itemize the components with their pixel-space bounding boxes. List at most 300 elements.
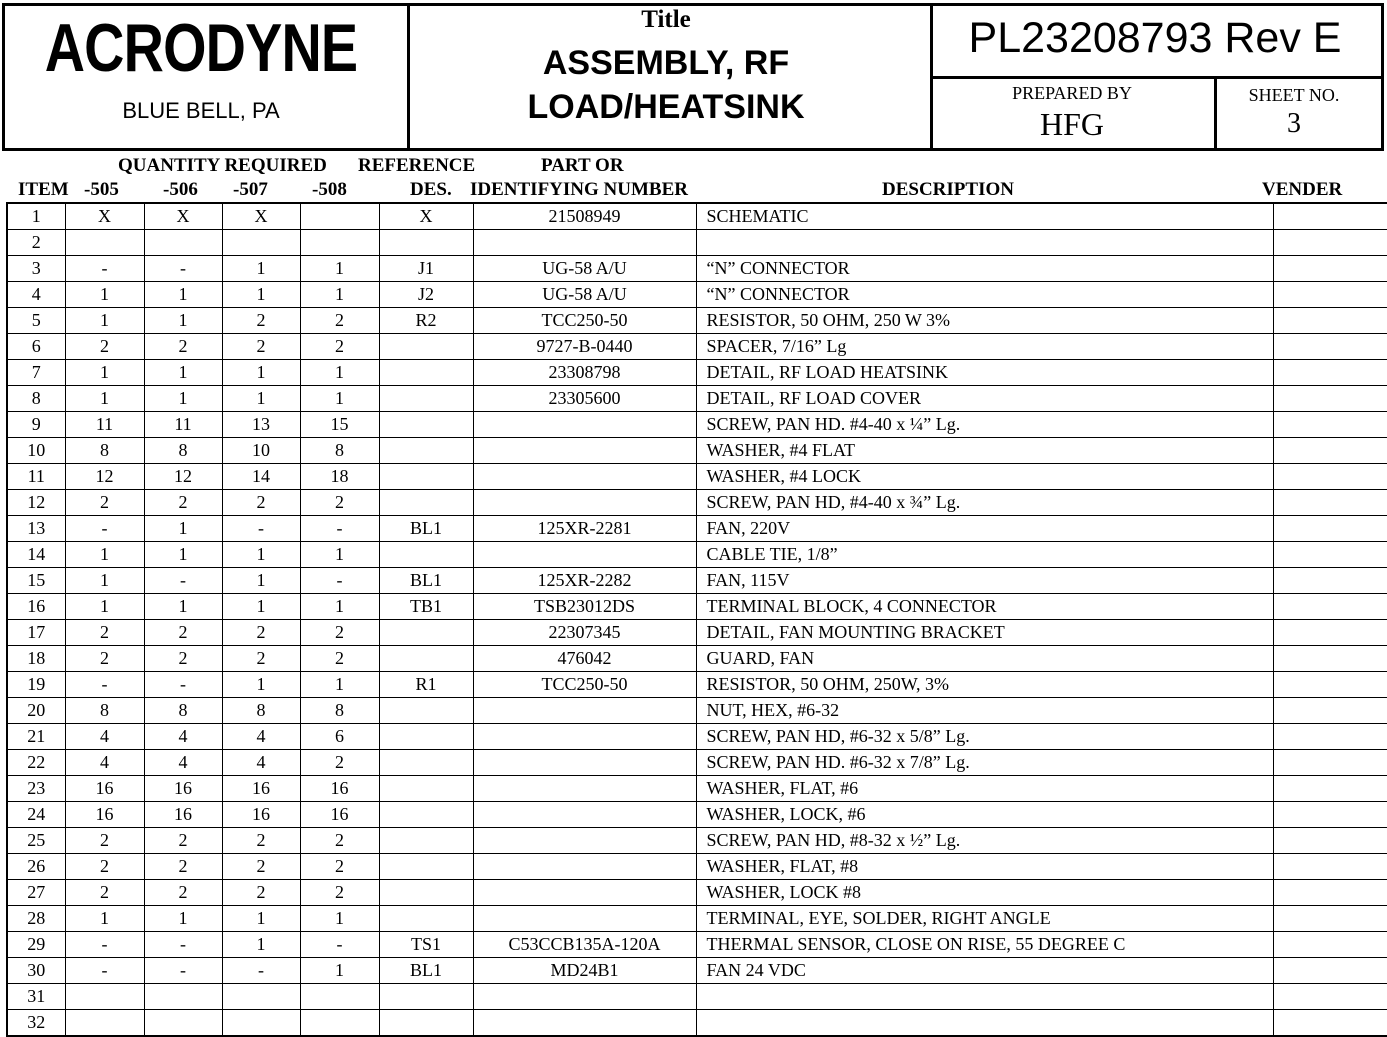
description: WASHER, FLAT, #8 bbox=[696, 854, 1273, 880]
qty-505 bbox=[65, 1010, 144, 1037]
item-number: 30 bbox=[7, 958, 65, 984]
qty-505: 12 bbox=[65, 464, 144, 490]
qty-505: 1 bbox=[65, 594, 144, 620]
qty-507: 2 bbox=[222, 308, 300, 334]
item-number: 11 bbox=[7, 464, 65, 490]
part-number: 125XR-2282 bbox=[473, 568, 696, 594]
qty-505: - bbox=[65, 932, 144, 958]
reference-designator bbox=[379, 984, 473, 1010]
part-number bbox=[473, 984, 696, 1010]
qty-508: 15 bbox=[300, 412, 379, 438]
vender bbox=[1273, 230, 1387, 256]
vender bbox=[1273, 542, 1387, 568]
qty-507: 1 bbox=[222, 568, 300, 594]
description bbox=[696, 1010, 1273, 1037]
qty-507: 2 bbox=[222, 620, 300, 646]
qty-507: 2 bbox=[222, 828, 300, 854]
qty-507: 1 bbox=[222, 282, 300, 308]
qty-508: 1 bbox=[300, 958, 379, 984]
description: FAN 24 VDC bbox=[696, 958, 1273, 984]
reference-designator bbox=[379, 906, 473, 932]
table-row bbox=[7, 230, 1387, 256]
table-row bbox=[7, 360, 1387, 386]
qty-506: 2 bbox=[144, 490, 222, 516]
qty-506: 4 bbox=[144, 724, 222, 750]
company-logo: ACRODYNE bbox=[44, 10, 358, 86]
company-location: BLUE BELL, PA bbox=[122, 98, 280, 123]
qty-505: - bbox=[65, 516, 144, 542]
item-number: 22 bbox=[7, 750, 65, 776]
reference-designator: BL1 bbox=[379, 568, 473, 594]
qty-506: 8 bbox=[144, 698, 222, 724]
prepared-by-value: HFG bbox=[1039, 106, 1104, 142]
qty-505: 1 bbox=[65, 906, 144, 932]
header-description: DESCRIPTION bbox=[882, 179, 1014, 200]
qty-507: 16 bbox=[222, 802, 300, 828]
table-row bbox=[7, 256, 1387, 282]
item-number: 14 bbox=[7, 542, 65, 568]
vender bbox=[1273, 568, 1387, 594]
table-row bbox=[7, 906, 1387, 932]
item-number: 15 bbox=[7, 568, 65, 594]
qty-507: 2 bbox=[222, 334, 300, 360]
qty-506: 1 bbox=[144, 308, 222, 334]
item-number: 31 bbox=[7, 984, 65, 1010]
part-number bbox=[473, 412, 696, 438]
header-508: -508 bbox=[312, 179, 347, 200]
table-row bbox=[7, 672, 1387, 698]
header-quantity-required: QUANTITY REQUIRED bbox=[118, 155, 327, 176]
table-row bbox=[7, 282, 1387, 308]
qty-507: 13 bbox=[222, 412, 300, 438]
qty-505: 16 bbox=[65, 802, 144, 828]
table-row bbox=[7, 308, 1387, 334]
table-row bbox=[7, 724, 1387, 750]
description: THERMAL SENSOR, CLOSE ON RISE, 55 DEGREE C bbox=[696, 932, 1273, 958]
part-number bbox=[473, 776, 696, 802]
vender bbox=[1273, 360, 1387, 386]
sheet-label: SHEET NO. bbox=[1248, 85, 1340, 105]
qty-506: 16 bbox=[144, 802, 222, 828]
qty-505: 4 bbox=[65, 750, 144, 776]
header-vender: VENDER bbox=[1262, 179, 1343, 200]
qty-507: - bbox=[222, 516, 300, 542]
item-number: 21 bbox=[7, 724, 65, 750]
reference-designator bbox=[379, 464, 473, 490]
table-row bbox=[7, 386, 1387, 412]
description bbox=[696, 230, 1273, 256]
qty-508 bbox=[300, 984, 379, 1010]
description: WASHER, LOCK #8 bbox=[696, 880, 1273, 906]
table-row bbox=[7, 490, 1387, 516]
reference-designator bbox=[379, 828, 473, 854]
qty-507: 4 bbox=[222, 724, 300, 750]
qty-507: 2 bbox=[222, 880, 300, 906]
qty-507: 1 bbox=[222, 386, 300, 412]
part-number bbox=[473, 542, 696, 568]
part-number: TSB23012DS bbox=[473, 594, 696, 620]
qty-505: 1 bbox=[65, 568, 144, 594]
qty-505: - bbox=[65, 256, 144, 282]
qty-508: 2 bbox=[300, 334, 379, 360]
qty-507: 1 bbox=[222, 932, 300, 958]
part-number: 9727-B-0440 bbox=[473, 334, 696, 360]
item-number: 28 bbox=[7, 906, 65, 932]
item-number: 23 bbox=[7, 776, 65, 802]
table-row bbox=[7, 516, 1387, 542]
qty-505 bbox=[65, 984, 144, 1010]
vender bbox=[1273, 334, 1387, 360]
part-number bbox=[473, 750, 696, 776]
qty-505: 2 bbox=[65, 828, 144, 854]
item-number: 2 bbox=[7, 230, 65, 256]
qty-508: - bbox=[300, 932, 379, 958]
description: WASHER, #4 LOCK bbox=[696, 464, 1273, 490]
item-number: 26 bbox=[7, 854, 65, 880]
qty-508: 2 bbox=[300, 490, 379, 516]
qty-508: 16 bbox=[300, 802, 379, 828]
vender bbox=[1273, 412, 1387, 438]
qty-506: 1 bbox=[144, 360, 222, 386]
reference-designator: R1 bbox=[379, 672, 473, 698]
part-number: UG-58 A/U bbox=[473, 282, 696, 308]
qty-505: 1 bbox=[65, 360, 144, 386]
qty-508: 1 bbox=[300, 386, 379, 412]
item-number: 3 bbox=[7, 256, 65, 282]
qty-508: 2 bbox=[300, 308, 379, 334]
qty-506 bbox=[144, 984, 222, 1010]
qty-506: - bbox=[144, 256, 222, 282]
qty-508: 2 bbox=[300, 854, 379, 880]
part-number: 125XR-2281 bbox=[473, 516, 696, 542]
qty-508: 1 bbox=[300, 282, 379, 308]
table-row bbox=[7, 568, 1387, 594]
vender bbox=[1273, 464, 1387, 490]
part-number: TCC250-50 bbox=[473, 308, 696, 334]
title-line-1: ASSEMBLY, RF bbox=[542, 44, 790, 82]
description: FAN, 220V bbox=[696, 516, 1273, 542]
item-number: 13 bbox=[7, 516, 65, 542]
table-row bbox=[7, 464, 1387, 490]
qty-508: 6 bbox=[300, 724, 379, 750]
item-number: 9 bbox=[7, 412, 65, 438]
qty-507: 1 bbox=[222, 906, 300, 932]
part-number bbox=[473, 464, 696, 490]
qty-506: 1 bbox=[144, 542, 222, 568]
header-reference: REFERENCE bbox=[358, 155, 476, 176]
part-number bbox=[473, 438, 696, 464]
vender bbox=[1273, 1010, 1387, 1037]
item-number: 19 bbox=[7, 672, 65, 698]
qty-505: - bbox=[65, 958, 144, 984]
qty-507: 10 bbox=[222, 438, 300, 464]
description: SCREW, PAN HD. #4-40 x ¼” Lg. bbox=[696, 412, 1273, 438]
table-row bbox=[7, 646, 1387, 672]
part-number bbox=[473, 854, 696, 880]
item-number: 24 bbox=[7, 802, 65, 828]
part-number: 476042 bbox=[473, 646, 696, 672]
qty-507: 4 bbox=[222, 750, 300, 776]
vender bbox=[1273, 776, 1387, 802]
qty-506: 1 bbox=[144, 594, 222, 620]
description: WASHER, FLAT, #6 bbox=[696, 776, 1273, 802]
reference-designator bbox=[379, 802, 473, 828]
qty-506: 2 bbox=[144, 854, 222, 880]
reference-designator bbox=[379, 620, 473, 646]
item-number: 12 bbox=[7, 490, 65, 516]
reference-designator: R2 bbox=[379, 308, 473, 334]
sheet-number: 3 bbox=[1287, 108, 1301, 139]
table-row bbox=[7, 984, 1387, 1010]
table-row bbox=[7, 620, 1387, 646]
part-number bbox=[473, 698, 696, 724]
part-number bbox=[473, 1010, 696, 1037]
item-number: 10 bbox=[7, 438, 65, 464]
description: RESISTOR, 50 OHM, 250 W 3% bbox=[696, 308, 1273, 334]
part-number: 22307345 bbox=[473, 620, 696, 646]
table-row bbox=[7, 334, 1387, 360]
reference-designator: BL1 bbox=[379, 958, 473, 984]
reference-designator bbox=[379, 386, 473, 412]
table-row bbox=[7, 958, 1387, 984]
vender bbox=[1273, 698, 1387, 724]
qty-506: X bbox=[144, 203, 222, 230]
qty-508: - bbox=[300, 516, 379, 542]
qty-508: - bbox=[300, 568, 379, 594]
vender bbox=[1273, 958, 1387, 984]
item-number: 18 bbox=[7, 646, 65, 672]
header-505: -505 bbox=[84, 179, 119, 200]
qty-505: 11 bbox=[65, 412, 144, 438]
reference-designator: X bbox=[379, 203, 473, 230]
reference-designator bbox=[379, 230, 473, 256]
qty-506: 4 bbox=[144, 750, 222, 776]
qty-505: - bbox=[65, 672, 144, 698]
description: CABLE TIE, 1/8” bbox=[696, 542, 1273, 568]
description: TERMINAL BLOCK, 4 CONNECTOR bbox=[696, 594, 1273, 620]
part-number bbox=[473, 880, 696, 906]
qty-508 bbox=[300, 230, 379, 256]
qty-508: 2 bbox=[300, 620, 379, 646]
qty-507: X bbox=[222, 203, 300, 230]
header-des: DES. bbox=[410, 179, 452, 200]
qty-506: 1 bbox=[144, 906, 222, 932]
qty-506: 8 bbox=[144, 438, 222, 464]
qty-508: 1 bbox=[300, 542, 379, 568]
description: WASHER, #4 FLAT bbox=[696, 438, 1273, 464]
description: SCREW, PAN HD, #6-32 x 5/8” Lg. bbox=[696, 724, 1273, 750]
table-row bbox=[7, 594, 1387, 620]
table-row bbox=[7, 1010, 1387, 1037]
table-row bbox=[7, 412, 1387, 438]
item-number: 4 bbox=[7, 282, 65, 308]
vender bbox=[1273, 438, 1387, 464]
qty-506: 2 bbox=[144, 620, 222, 646]
qty-506 bbox=[144, 230, 222, 256]
reference-designator bbox=[379, 776, 473, 802]
reference-designator bbox=[379, 412, 473, 438]
part-number bbox=[473, 906, 696, 932]
header-item: ITEM bbox=[18, 179, 69, 200]
reference-designator bbox=[379, 490, 473, 516]
vender bbox=[1273, 854, 1387, 880]
reference-designator bbox=[379, 1010, 473, 1037]
title-line-2: LOAD/HEATSINK bbox=[527, 88, 805, 126]
qty-506: - bbox=[144, 568, 222, 594]
vender bbox=[1273, 724, 1387, 750]
description: DETAIL, FAN MOUNTING BRACKET bbox=[696, 620, 1273, 646]
qty-505: 2 bbox=[65, 620, 144, 646]
reference-designator bbox=[379, 698, 473, 724]
table-row bbox=[7, 203, 1387, 230]
qty-505: 2 bbox=[65, 646, 144, 672]
qty-505: 2 bbox=[65, 880, 144, 906]
part-number: MD24B1 bbox=[473, 958, 696, 984]
item-number: 29 bbox=[7, 932, 65, 958]
vender bbox=[1273, 880, 1387, 906]
description: GUARD, FAN bbox=[696, 646, 1273, 672]
table-row bbox=[7, 932, 1387, 958]
qty-507: 8 bbox=[222, 698, 300, 724]
prepared-by-label: PREPARED BY bbox=[1012, 83, 1132, 103]
item-number: 7 bbox=[7, 360, 65, 386]
qty-508: 2 bbox=[300, 880, 379, 906]
divider bbox=[930, 76, 1381, 79]
reference-designator bbox=[379, 360, 473, 386]
qty-506: - bbox=[144, 672, 222, 698]
qty-507: 14 bbox=[222, 464, 300, 490]
item-number: 20 bbox=[7, 698, 65, 724]
qty-506: - bbox=[144, 932, 222, 958]
description: SCREW, PAN HD, #4-40 x ¾” Lg. bbox=[696, 490, 1273, 516]
qty-506: 11 bbox=[144, 412, 222, 438]
reference-designator bbox=[379, 724, 473, 750]
item-number: 32 bbox=[7, 1010, 65, 1037]
qty-505: 2 bbox=[65, 854, 144, 880]
vender bbox=[1273, 490, 1387, 516]
description: DETAIL, RF LOAD COVER bbox=[696, 386, 1273, 412]
table-row bbox=[7, 776, 1387, 802]
title-label: Title bbox=[641, 6, 691, 33]
qty-508: 1 bbox=[300, 906, 379, 932]
item-number: 16 bbox=[7, 594, 65, 620]
reference-designator bbox=[379, 880, 473, 906]
vender bbox=[1273, 308, 1387, 334]
part-number bbox=[473, 724, 696, 750]
vender bbox=[1273, 386, 1387, 412]
vender bbox=[1273, 203, 1387, 230]
description: NUT, HEX, #6-32 bbox=[696, 698, 1273, 724]
qty-505: 16 bbox=[65, 776, 144, 802]
description: “N” CONNECTOR bbox=[696, 256, 1273, 282]
qty-506: 2 bbox=[144, 880, 222, 906]
qty-506: 12 bbox=[144, 464, 222, 490]
table-row bbox=[7, 542, 1387, 568]
vender bbox=[1273, 750, 1387, 776]
item-number: 27 bbox=[7, 880, 65, 906]
document-number: PL23208793 Rev E bbox=[968, 14, 1342, 62]
qty-506: 16 bbox=[144, 776, 222, 802]
vender bbox=[1273, 646, 1387, 672]
parts-list-table bbox=[6, 202, 1387, 1037]
qty-507: 16 bbox=[222, 776, 300, 802]
qty-508 bbox=[300, 203, 379, 230]
qty-508: 8 bbox=[300, 698, 379, 724]
qty-507: - bbox=[222, 958, 300, 984]
description bbox=[696, 984, 1273, 1010]
qty-506: 1 bbox=[144, 282, 222, 308]
table-row bbox=[7, 802, 1387, 828]
part-number: C53CCB135A-120A bbox=[473, 932, 696, 958]
qty-506: 1 bbox=[144, 516, 222, 542]
vender bbox=[1273, 828, 1387, 854]
vender bbox=[1273, 906, 1387, 932]
vender bbox=[1273, 932, 1387, 958]
qty-508 bbox=[300, 1010, 379, 1037]
qty-508: 1 bbox=[300, 360, 379, 386]
description: SPACER, 7/16” Lg bbox=[696, 334, 1273, 360]
qty-505: 1 bbox=[65, 386, 144, 412]
qty-506: 2 bbox=[144, 828, 222, 854]
qty-508: 2 bbox=[300, 646, 379, 672]
header-507: -507 bbox=[233, 179, 268, 200]
item-number: 6 bbox=[7, 334, 65, 360]
reference-designator: BL1 bbox=[379, 516, 473, 542]
vender bbox=[1273, 620, 1387, 646]
qty-507: 2 bbox=[222, 854, 300, 880]
part-number: 23305600 bbox=[473, 386, 696, 412]
qty-507 bbox=[222, 984, 300, 1010]
part-number: TCC250-50 bbox=[473, 672, 696, 698]
qty-505: 1 bbox=[65, 542, 144, 568]
table-row bbox=[7, 698, 1387, 724]
description: SCHEMATIC bbox=[696, 203, 1273, 230]
header-506: -506 bbox=[163, 179, 198, 200]
reference-designator bbox=[379, 334, 473, 360]
part-number: 21508949 bbox=[473, 203, 696, 230]
qty-505 bbox=[65, 230, 144, 256]
vender bbox=[1273, 672, 1387, 698]
vender bbox=[1273, 594, 1387, 620]
qty-507 bbox=[222, 230, 300, 256]
table-row bbox=[7, 438, 1387, 464]
reference-designator bbox=[379, 646, 473, 672]
reference-designator bbox=[379, 542, 473, 568]
qty-506: 1 bbox=[144, 386, 222, 412]
qty-508: 2 bbox=[300, 750, 379, 776]
qty-507: 1 bbox=[222, 542, 300, 568]
part-number: 23308798 bbox=[473, 360, 696, 386]
description: RESISTOR, 50 OHM, 250W, 3% bbox=[696, 672, 1273, 698]
vender bbox=[1273, 516, 1387, 542]
table-row bbox=[7, 828, 1387, 854]
qty-508: 1 bbox=[300, 594, 379, 620]
qty-505: 4 bbox=[65, 724, 144, 750]
item-number: 5 bbox=[7, 308, 65, 334]
reference-designator: J2 bbox=[379, 282, 473, 308]
description: SCREW, PAN HD. #6-32 x 7/8” Lg. bbox=[696, 750, 1273, 776]
description: DETAIL, RF LOAD HEATSINK bbox=[696, 360, 1273, 386]
reference-designator: TS1 bbox=[379, 932, 473, 958]
item-number: 8 bbox=[7, 386, 65, 412]
qty-505: 8 bbox=[65, 438, 144, 464]
qty-508: 18 bbox=[300, 464, 379, 490]
header-identifying-number: IDENTIFYING NUMBER bbox=[470, 179, 688, 200]
description: TERMINAL, EYE, SOLDER, RIGHT ANGLE bbox=[696, 906, 1273, 932]
header-part-or: PART OR bbox=[541, 155, 624, 176]
description: “N” CONNECTOR bbox=[696, 282, 1273, 308]
qty-508: 16 bbox=[300, 776, 379, 802]
